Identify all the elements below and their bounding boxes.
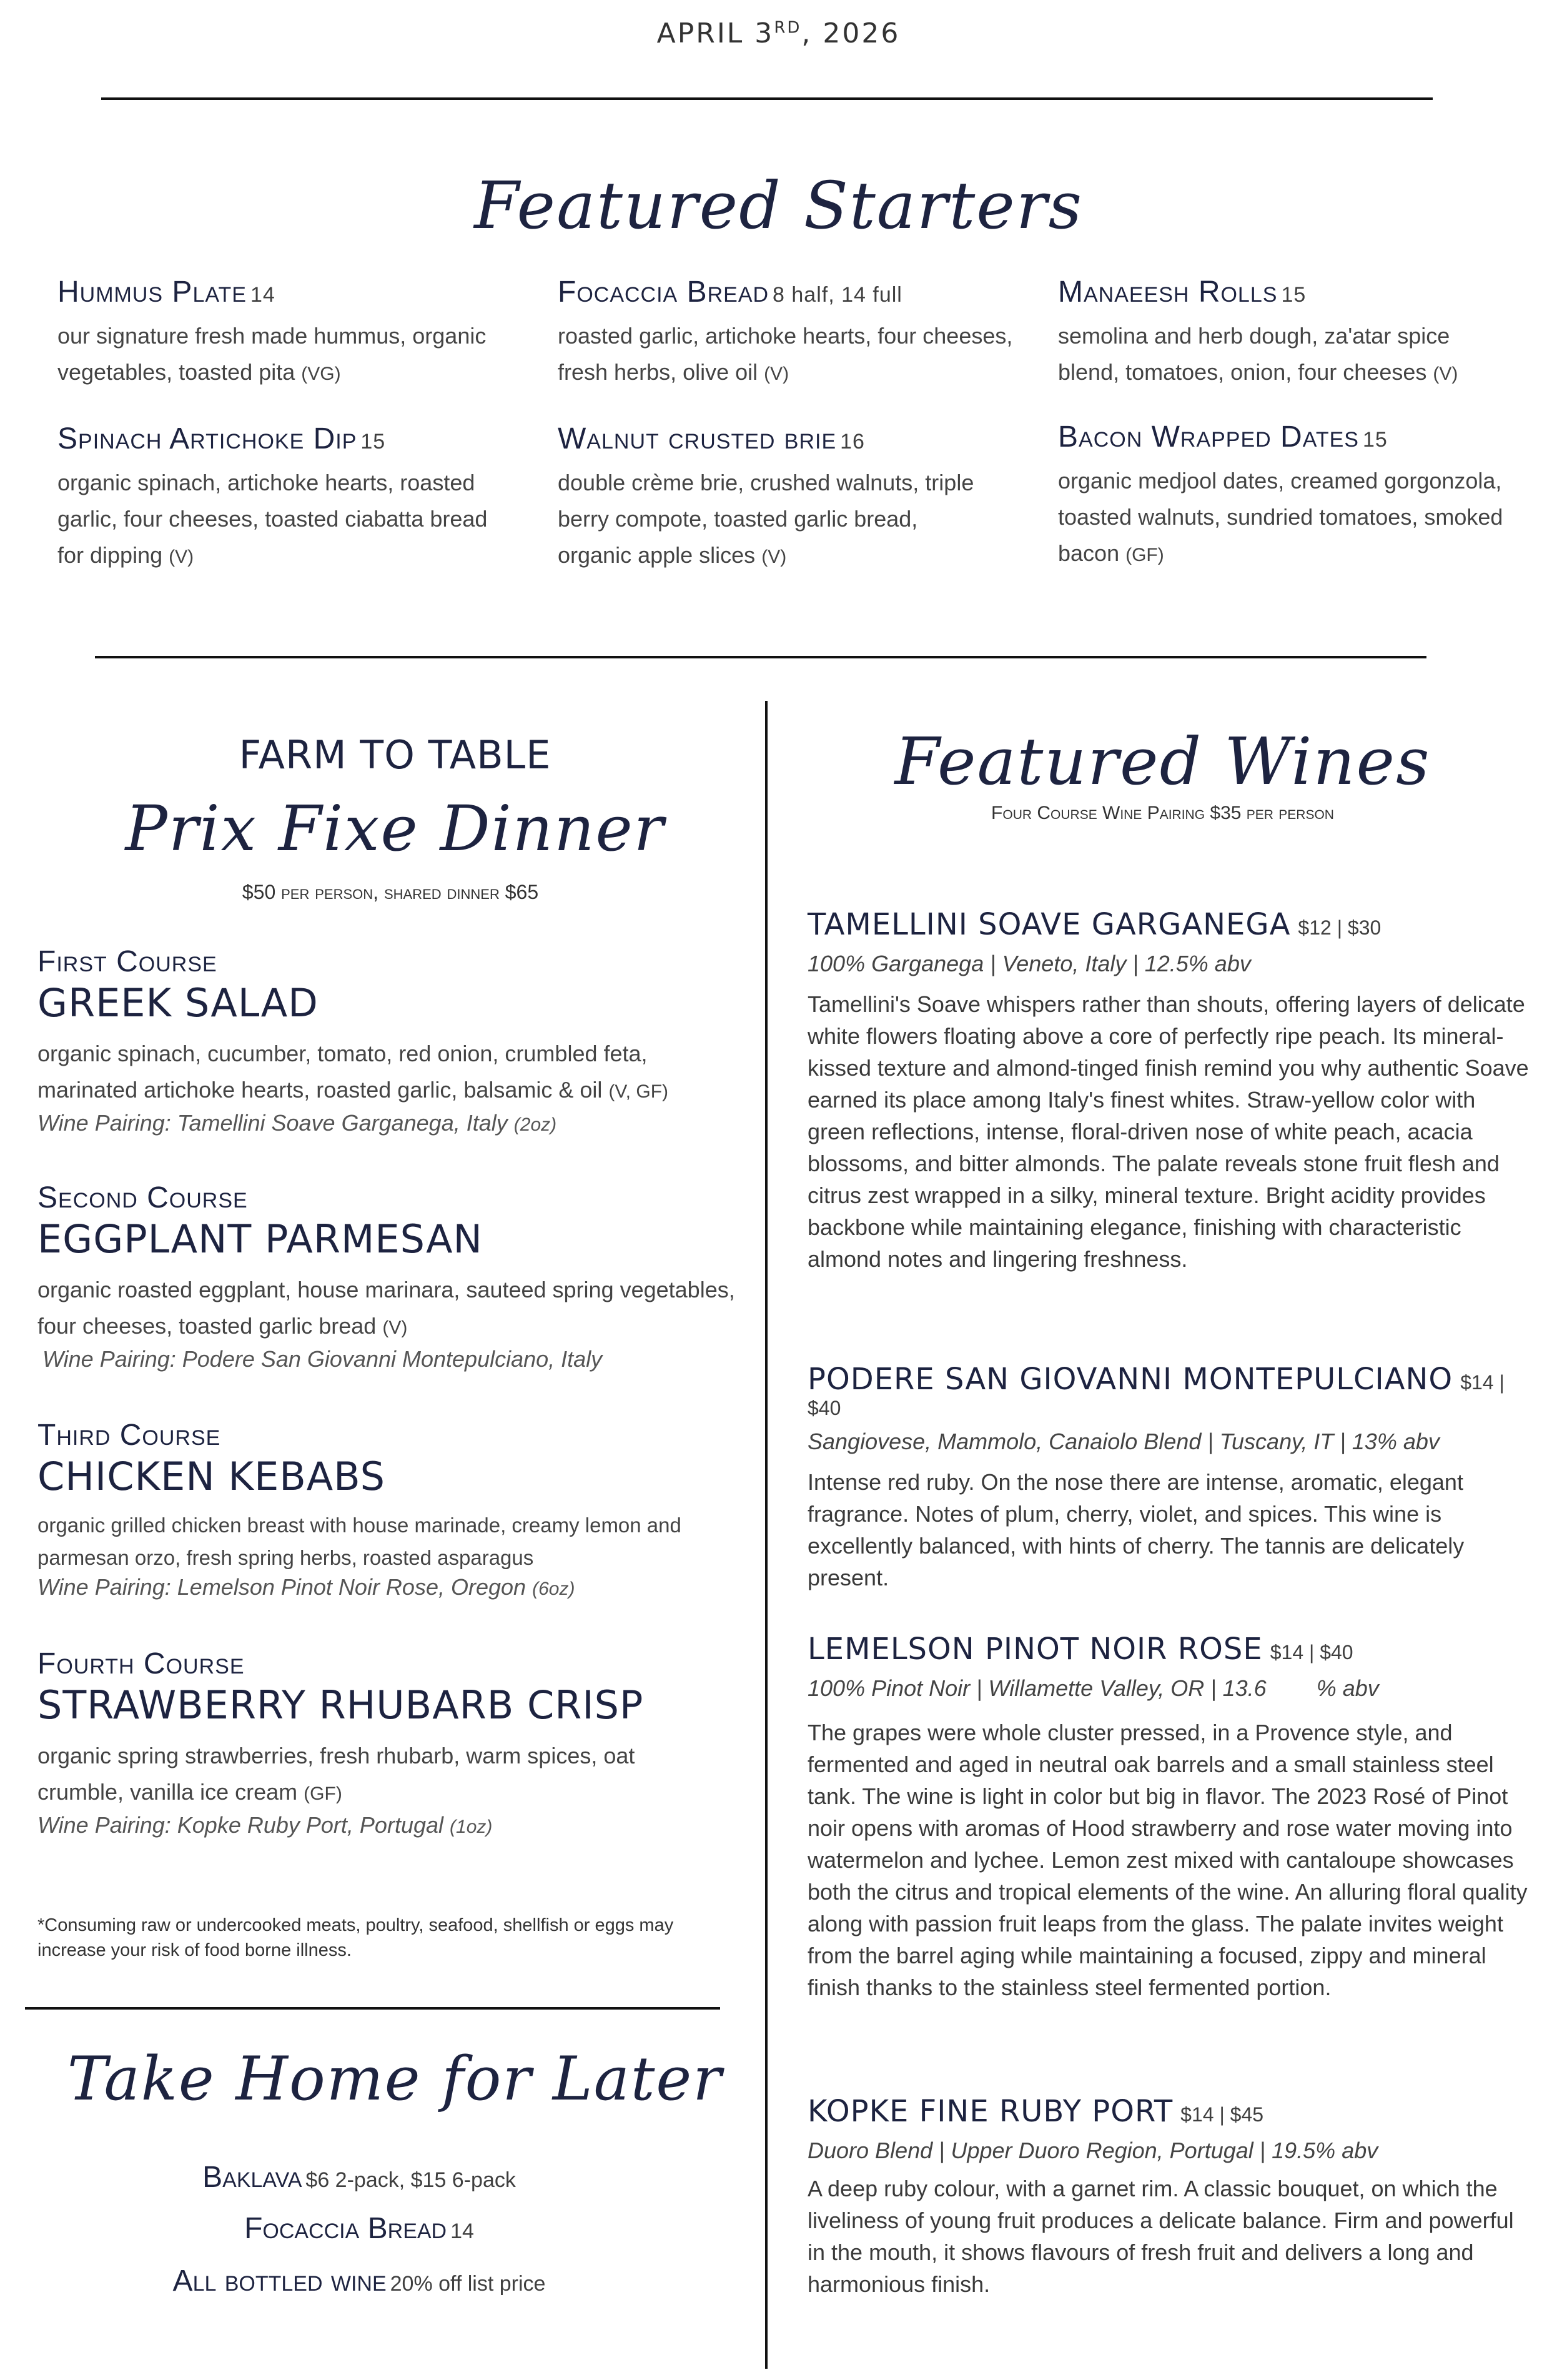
wine-entry: KOPKE FINE RUBY PORT $14 | $45 Duoro Blend | Upper Duoro Region, Portugal | 19.5% abv A deep ruby colour, with a garnet rim. A classic bouquet, on which the liveliness of young fruit produces a delicate balance. Firm and powerful in the mouth, it shows flavours of fresh fruit and delivers a long and harmonious finish. [808,2094,1514,2297]
wines-subtitle: Four Course Wine Pairing $35 per person [991,803,1334,823]
take-home-divider [25,2007,720,2010]
starter-item: Spinach Artichoke Dip 15 organic spinach, artichoke hearts, roasted garlic, four cheeses, toasted ciabatta bread for dipping (V) [57,422,488,568]
starters-title: Featured Starters [474,167,1083,244]
course-block: Third Course CHICKEN KEBABS organic grilled chicken breast with house marinade, creamy lemon and parmesan orzo, fresh spring herbs, roasted asparagus Wine Pairing: Lemelson Pinot Noir Rose, Oregon (6oz) [37,1419,681,1600]
take-home-item: All bottled wine 20% off list price [172,2264,546,2298]
starter-item: Bacon Wrapped Dates 15 organic medjool dates, creamed gorgonzola, toasted walnuts, sundried tomatoes, smoked bacon (GF) [1058,420,1503,566]
menu-date: APRIL 3RD, 2026 [656,17,901,49]
top-divider [101,97,1433,100]
take-home-item: Baklava $6 2-pack, $15 6-pack [202,2161,516,2194]
prix-fixe-title: Prix Fixe Dinner [125,792,665,865]
course-block: Fourth Course STRAWBERRY RHUBARB CRISP organic spring strawberries, fresh rhubarb, warm spices, oat crumble, vanilla ice cream (GF) Wine Pairing: Kopke Ruby Port, Portugal (1oz) [37,1647,644,1838]
take-home-item: Focaccia Bread 14 [244,2212,474,2245]
wines-title: Featured Wines [894,723,1431,800]
wine-entry: TAMELLINI SOAVE GARGANEGA $12 | $30 100% Garganega | Veneto, Italy | 12.5% abv Tamellini's Soave whispers rather than shouts, offering layers of delicate white flowers floating above a core of perfectly ripe peach. Its mineral-kissed texture and almond-tinged finish remind you why authentic Soave earned its place among Italy's finest whites. Straw-yellow color with green reflections, intense, floral-driven nose of white peach, acacia blossoms, and bitter almonds. The palate reveals stone fruit flesh and citrus zest wrapped in a silky, mineral texture. Bright acidity provides backbone while maintaining elegance, finishing with characteristic almond notes and lingering freshness. [808,907,1529,1272]
starter-item: Hummus Plate 14 our signature fresh made hummus, organic vegetables, toasted pita (VG) [57,275,487,385]
wine-entry: LEMELSON PINOT NOIR ROSE $14 | $40 100% Pinot Noir | Willamette Valley, OR | 13.6 % abv The grapes were whole cluster pressed, in a Provence style, and fermented and aged in neutral oak barrels and a small stainless steel tank. The wine is light in color but big in flavor. The 2023 Rosé of Pinot noir opens with aromas of Hood strawberry and rose water moving into watermelon and lychee. Lemon zest mixed with cantaloupe showcases both the citrus and tropical elements of the wine. An alluring floral quality along with passion fruit leaps from the glass. The palate invites weight from the barrel aging while maintaining a focused, zippy and mineral finish thanks to the stainless steel fermented portion. [808,1632,1528,2000]
column-divider [765,701,768,2369]
food-safety-disclaimer: *Consuming raw or undercooked meats, poultry, seafood, shellfish or eggs may increase your risk of food borne illness. [37,1915,674,1960]
starter-item: Walnut crusted brie 16 double crème brie, crushed walnuts, triple berry compote, toasted garlic bread, organic apple slices (V) [558,422,974,568]
middle-divider [95,656,1426,658]
take-home-title: Take Home for Later [67,2044,723,2114]
course-block: Second Course EGGPLANT PARMESAN organic roasted eggplant, house marinara, sauteed spring vegetables, four cheeses, toasted garlic bread (V) Wine Pairing: Podere San Giovanni Montepulciano, Italy [37,1181,735,1372]
course-block: First Course GREEK SALAD organic spinach, cucumber, tomato, red onion, crumbled feta, marinated artichoke hearts, roasted garlic, balsamic & oil (V, GF) Wine Pairing: Tamellini Soave Garganega, Italy (2oz) [37,945,669,1136]
starter-item: Manaeesh Rolls 15 semolina and herb dough, za'atar spice blend, tomatoes, onion, four cheeses (V) [1058,275,1458,385]
prix-fixe-kicker: FARM TO TABLE [239,732,551,778]
prix-fixe-price: $50 per person, shared dinner $65 [242,881,539,903]
wine-entry: PODERE SAN GIOVANNI MONTEPULCIANO $14 | $40 Sangiovese, Mammolo, Canaiolo Blend | Tuscany, IT | 13% abv Intense red ruby. On the nose there are intense, aromatic, elegant fragrance. Notes of plum, cherry, violet, and spices. This wine is excellently balanced, with hints of cherry. The tannis are delicately present. [808,1362,1505,1590]
starter-item: Focaccia Bread 8 half, 14 full roasted garlic, artichoke hearts, four cheeses, fresh herbs, olive oil (V) [558,275,1013,385]
